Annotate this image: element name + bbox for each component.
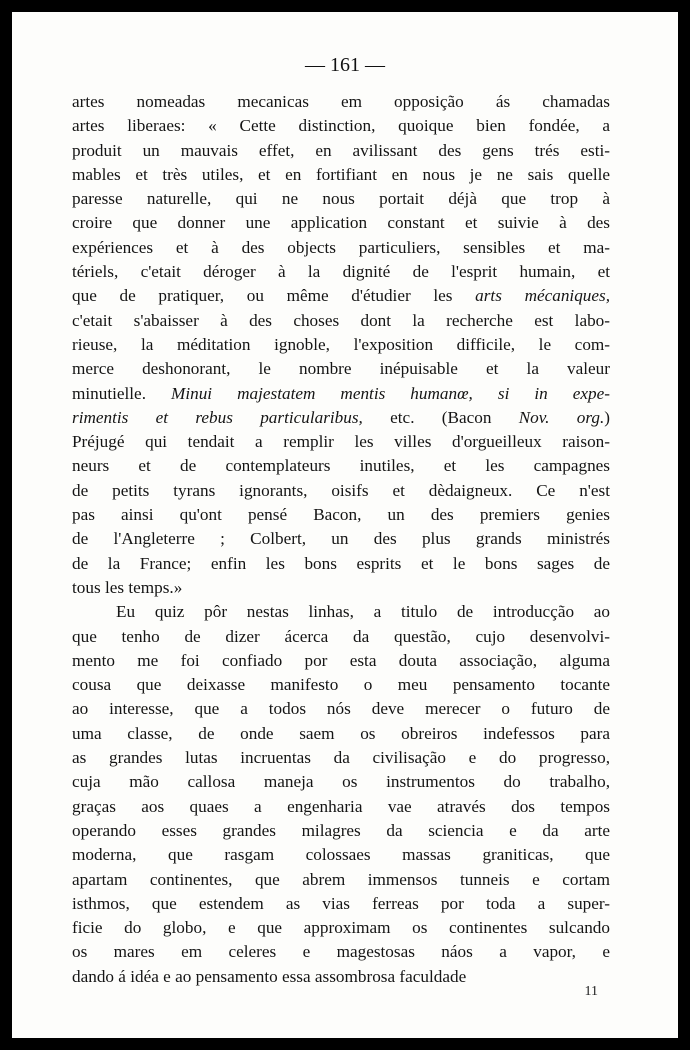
text-line [72,625,610,649]
text-line [72,163,610,187]
text-line [72,916,610,940]
text-line [72,479,610,503]
text-line [72,527,610,551]
text-segment: apartam continentes, que abrem immensos tunneis e cortam [72,869,610,889]
text-segment: expériences et à des objects particuliers, sensibles et ma- [72,237,610,257]
text-segment: minutielle. [72,383,172,403]
text-line [72,722,610,746]
body-text [72,90,610,989]
text-line [72,211,610,235]
text-line [72,552,610,576]
text-line [72,309,610,333]
text-segment: moderna, que rasgam colossaes massas graniticas, que [72,845,610,865]
text-line [72,454,610,478]
text-line [72,746,610,770]
text-line [72,868,610,892]
text-line [72,843,610,867]
text-segment: produit un mauvais effet, en avilissant des gens trés esti- [72,140,610,160]
text-segment: de l'Angleterre ; Colbert, un des plus grands ministrés [72,529,610,549]
text-line [72,139,610,163]
text-segment: operando esses grandes milagres da sciencia e da arte [72,820,610,840]
italic-text: Minui majestatem mentis humanœ, si in expe- [171,383,610,403]
text-segment: cousa que deixasse manifesto o meu pensamento tocante [72,675,610,695]
text-line [72,382,610,406]
text-segment: cuja mão callosa maneja os instrumentos do trabalho, [72,772,610,792]
text-line [72,260,610,284]
text-segment: dando á idéa e ao pensamento essa assombrosa faculdade [72,966,467,986]
text-line [72,357,610,381]
text-segment: de la France; enfin les bons esprits et le bons sages de [72,553,610,573]
text-segment: croire que donner une application constant et suivie à des [72,213,610,233]
text-line [72,600,610,624]
text-segment: os mares em celeres e magestosas náos a vapor, e [72,942,610,962]
text-segment: tous les temps.» [72,577,183,597]
text-segment: c'etait s'abaisser à des choses dont la recherche est labo- [72,310,610,330]
book-page [12,12,678,1038]
text-segment: merce deshonorant, le nombre inépuisable et la valeur [72,359,610,379]
text-line [72,673,610,697]
text-line [72,940,610,964]
text-segment: ficie do globo, e que approximam os continentes sulcando [72,918,610,938]
italic-text: arts mécaniques, [475,286,611,306]
text-line [72,284,610,308]
text-segment: ao interesse, que a todos nós deve merecer o futuro de [72,699,610,719]
text-segment: mento me foi confiado por esta douta associação, alguma [72,650,610,670]
text-line [72,965,610,989]
text-segment: mables et très utiles, et en fortifiant en nous je ne sais quelle [72,164,610,184]
text-line [72,90,610,114]
page-number: — 161 — [305,54,385,76]
text-line [72,819,610,843]
text-line [72,406,610,430]
text-segment: graças aos quaes a engenharia vae através dos tempos [72,796,610,816]
text-line [72,333,610,357]
text-line [72,114,610,138]
italic-text: rimentis et rebus particularibus, [72,407,363,427]
text-line [72,892,610,916]
text-segment: artes nomeadas mecanicas em opposição ás chamadas [72,92,610,111]
text-segment: neurs et de contemplateurs inutiles, et les campagnes [72,456,610,476]
text-segment: etc. (Bacon [362,407,519,427]
text-segment: pas ainsi qu'ont pensé Bacon, un des premiers genies [72,505,610,525]
text-line [72,503,610,527]
text-segment: isthmos, que estendem as vias ferreas por toda a super- [72,893,610,913]
text-line [72,649,610,673]
text-line [72,576,610,600]
text-segment: rieuse, la méditation ignoble, l'exposition difficile, le com- [72,334,610,354]
text-line [72,187,610,211]
text-segment: que tenho de dizer ácerca da questão, cujo desenvolvi- [72,626,610,646]
text-segment: ) [604,407,610,427]
text-line [72,795,610,819]
signature-mark: 11 [584,984,598,999]
text-line [72,430,610,454]
text-segment: Préjugé qui tendait a remplir les villes d'orgueilleux raison- [72,432,610,452]
text-segment: tériels, c'etait déroger à la dignité de l'esprit humain, et [72,262,610,282]
text-line [72,236,610,260]
italic-text: Nov. org. [518,407,605,427]
text-segment: artes liberaes: « Cette distinction, quoique bien fondée, a [72,116,610,136]
text-segment: Eu quiz pôr nestas linhas, a titulo de introducção ao [116,602,610,622]
text-segment: paresse naturelle, qui ne nous portait déjà que trop à [72,189,610,209]
text-segment: uma classe, de onde saem os obreiros indefessos para [72,723,610,743]
text-segment: de petits tyrans ignorants, oisifs et dèdaigneux. Ce n'est [72,480,610,500]
text-line [72,697,610,721]
text-segment: que de pratiquer, ou même d'étudier les [72,286,476,306]
text-segment: as grandes lutas incruentas da civilisação e do progresso, [72,748,610,768]
text-line [72,770,610,794]
